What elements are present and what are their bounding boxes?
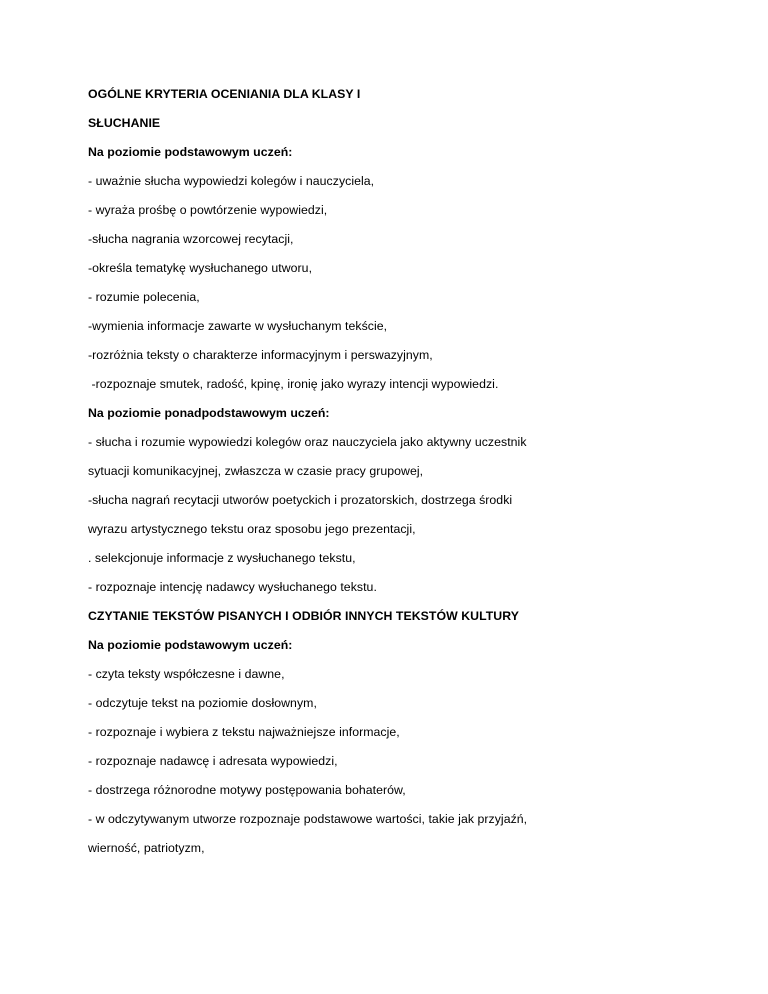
list-item: - słucha i rozumie wypowiedzi kolegów oraz nauczyciela jako aktywny uczestnik	[88, 435, 527, 449]
list-item: - rozpoznaje intencję nadawcy wysłuchanego tekstu.	[88, 580, 377, 594]
list-item: - w odczytywanym utworze rozpoznaje podstawowe wartości, takie jak przyjaźń,	[88, 812, 528, 826]
list-item: sytuacji komunikacyjnej, zwłaszcza w czasie pracy grupowej,	[88, 464, 424, 478]
list-item: - rozumie polecenia,	[88, 290, 200, 304]
subheading-listening-basic: Na poziomie podstawowym uczeń:	[88, 145, 293, 159]
document-page	[88, 86, 728, 869]
list-item: - wyraża prośbę o powtórzenie wypowiedzi,	[88, 203, 328, 217]
list-item: - rozpoznaje nadawcę i adresata wypowiedzi,	[88, 754, 338, 768]
list-item: -rozróżnia teksty o charakterze informacyjnym i perswazyjnym,	[88, 348, 433, 362]
list-item: -słucha nagrania wzorcowej recytacji,	[88, 232, 294, 246]
list-item: -rozpoznaje smutek, radość, kpinę, ironię jako wyrazy intencji wypowiedzi.	[88, 377, 499, 391]
section-heading-listening: SŁUCHANIE	[88, 116, 161, 130]
list-item: wyrazu artystycznego tekstu oraz sposobu jego prezentacji,	[88, 522, 416, 536]
subheading-reading-basic: Na poziomie podstawowym uczeń:	[88, 638, 293, 652]
list-item: . selekcjonuje informacje z wysłuchanego tekstu,	[88, 551, 356, 565]
list-item: - rozpoznaje i wybiera z tekstu najważniejsze informacje,	[88, 725, 400, 739]
list-item: -słucha nagrań recytacji utworów poetyckich i prozatorskich, dostrzega środki	[88, 493, 513, 507]
list-item: - czyta teksty współczesne i dawne,	[88, 667, 285, 681]
list-item: -wymienia informacje zawarte w wysłuchanym tekście,	[88, 319, 388, 333]
list-item: - uważnie słucha wypowiedzi kolegów i nauczyciela,	[88, 174, 375, 188]
section-heading-reading: CZYTANIE TEKSTÓW PISANYCH I ODBIÓR INNYCH TEKSTÓW KULTURY	[88, 609, 519, 623]
list-item: - dostrzega różnorodne motywy postępowania bohaterów,	[88, 783, 406, 797]
list-item: wierność, patriotyzm,	[88, 841, 205, 855]
list-item: - odczytuje tekst na poziomie dosłownym,	[88, 696, 317, 710]
document-title: OGÓLNE KRYTERIA OCENIANIA DLA KLASY I	[88, 87, 361, 101]
subheading-listening-advanced: Na poziomie ponadpodstawowym uczeń:	[88, 406, 330, 420]
list-item: -określa tematykę wysłuchanego utworu,	[88, 261, 313, 275]
